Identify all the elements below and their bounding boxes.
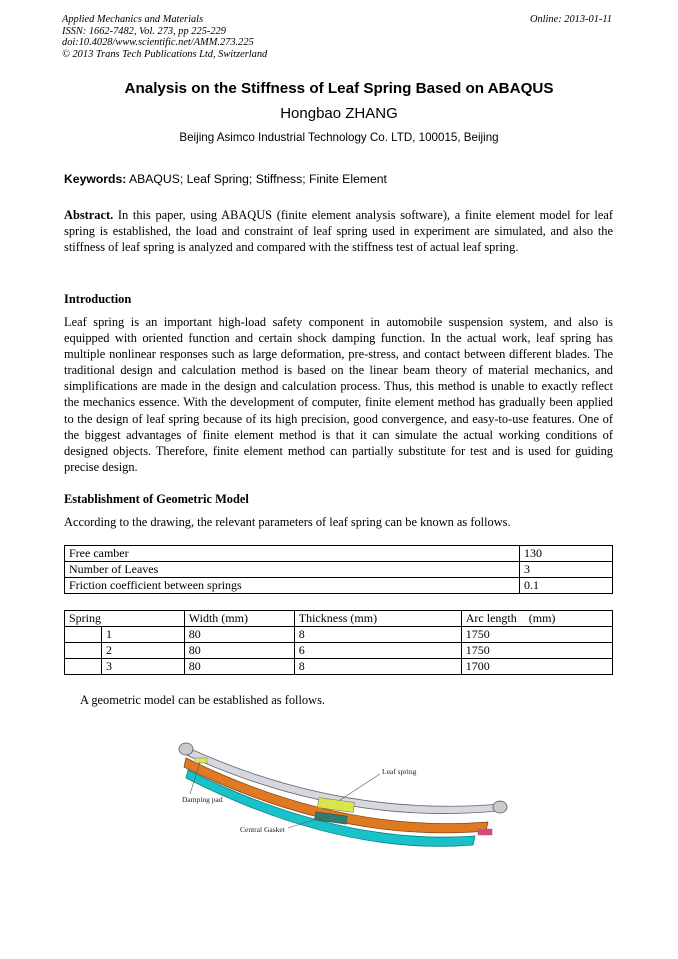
spring-thickness: 8 <box>294 627 461 643</box>
column-header: Width (mm) <box>184 611 294 627</box>
param-value: 3 <box>520 562 613 578</box>
introduction-text: Leaf spring is an important high-load safety component in automobile suspension system, and also is equipped with oriented function and certain shock damping function. In the actual work, leaf spring has multiple nonlinear responses such as large deformation, pre-stress, and contact between different blades. The traditional design and calculation method is based on the linear beam theory of material mechanics, and simplifications are made in the design and calculation process. Thus, this method is unable to exactly reflect the mechanics essence. With the development of computer, finite element method has gradually been applied to the design of leaf spring because of its high precision, good convergence, and easy-to-use features. One of the biggest advantages of finite element method is that it can simulate the actual working conditions of designed objects. Therefore, finite element method can partially substitute for test and is used for guiding precise design. <box>64 315 613 474</box>
table-row <box>65 627 613 643</box>
figure-intro: A geometric model can be established as follows. <box>80 693 325 707</box>
spring-width: 80 <box>184 659 294 675</box>
spring-number: 1 <box>102 627 185 643</box>
table-row <box>65 562 613 578</box>
doi: doi:10.4028/www.scientific.net/AMM.273.225 <box>62 37 254 48</box>
table-header-row <box>65 611 613 627</box>
param-name: Friction coefficient between springs <box>65 578 520 594</box>
left-eye <box>179 743 193 755</box>
introduction-heading: Introduction <box>64 292 132 306</box>
spring-thickness: 6 <box>294 643 461 659</box>
param-name: Number of Leaves <box>65 562 520 578</box>
spring-number: 2 <box>102 643 185 659</box>
issn: ISSN: 1662-7482, Vol. 273, pp 225-229 <box>62 25 226 37</box>
online-date: Online: 2013-01-11 <box>529 14 612 25</box>
table-row <box>65 546 613 562</box>
spring-arc-length: 1750 <box>461 643 612 659</box>
leaf-spring-figure <box>170 718 510 848</box>
param-value: 0.1 <box>520 578 613 594</box>
author: Hongbao ZHANG <box>280 105 398 122</box>
table-row <box>65 578 613 594</box>
spring-table <box>64 610 613 675</box>
spring-arc-length: 1750 <box>461 627 612 643</box>
spring-number: 3 <box>102 659 185 675</box>
geometric-heading: Establishment of Geometric Model <box>64 492 249 506</box>
damping-pad-right <box>478 829 492 835</box>
abstract <box>64 207 613 255</box>
column-header: Spring <box>65 611 185 627</box>
table-row <box>65 659 613 675</box>
param-value: 130 <box>520 546 613 562</box>
journal-name: Applied Mechanics and Materials <box>62 14 204 25</box>
right-eye <box>493 801 507 813</box>
damping-pad-label: Damping pad <box>182 795 223 804</box>
leaf-spring-leader <box>340 774 380 800</box>
param-name: Free camber <box>65 546 520 562</box>
keywords <box>64 172 387 186</box>
damping-pad <box>195 758 207 763</box>
spring-width: 80 <box>184 643 294 659</box>
geometric-intro: According to the drawing, the relevant parameters of leaf spring can be known as follows. <box>64 515 511 529</box>
spring-width: 80 <box>184 627 294 643</box>
affiliation: Beijing Asimco Industrial Technology Co. LTD, 100015, Beijing <box>179 131 499 144</box>
paper-title: Analysis on the Stiffness of Leaf Spring Based on ABAQUS <box>124 80 554 97</box>
keywords-text: ABAQUS; Leaf Spring; Stiffness; Finite Element <box>129 172 387 186</box>
spring-thickness: 8 <box>294 659 461 675</box>
central-gasket-label: Central Gasket <box>240 825 285 834</box>
abstract-text: In this paper, using ABAQUS (finite element analysis software), a finite element model for leaf spring is established, the load and constraint of leaf spring used in experiment are simulated, and also the stiffness of leaf spring is analyzed and compared with the stiffness test of actual leaf spring. <box>64 208 613 255</box>
table-row <box>65 643 613 659</box>
keywords-label: Keywords: <box>64 172 127 186</box>
column-header: Thickness (mm) <box>294 611 461 627</box>
leaf-spring-label: Leaf spring <box>382 767 417 776</box>
spring-arc-length: 1700 <box>461 659 612 675</box>
journal-header <box>62 14 267 60</box>
column-header: Arc length (mm) <box>461 611 612 627</box>
parameter-table <box>64 545 613 594</box>
copyright: © 2013 Trans Tech Publications Ltd, Switzerland <box>62 48 268 60</box>
abstract-label: Abstract. <box>64 208 114 222</box>
